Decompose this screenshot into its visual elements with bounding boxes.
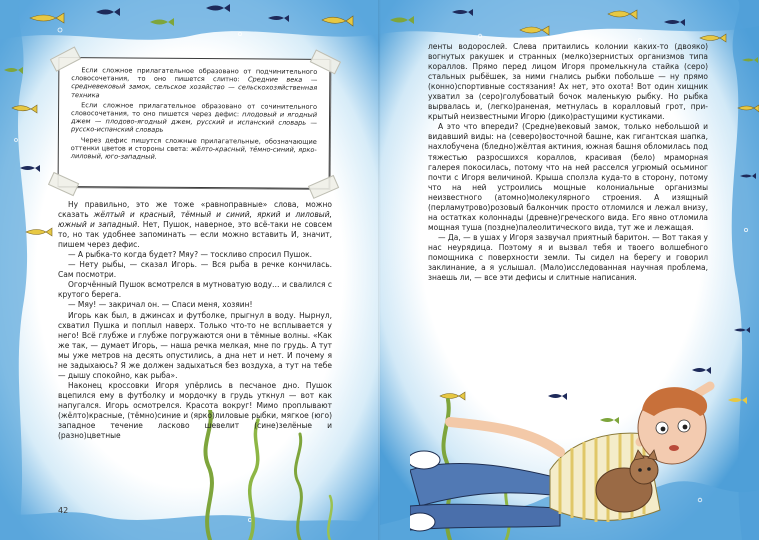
text-run: ленты водорослей. Слева притаились колонии каких-то (двояко) вогнутых ракушек и странных (мелко)зернистых организмов типа кораллов. Прямо перед лицом Игоря промелькнула стайка (серо) стальных рыбёшек, за ними гнались рыбки побольше — ну прямо (конно)спортивные состязания! Ах нет, это охота! Вот один хищник ухватил за (серо)голубоватый бочок маленькую рыбку. Но рыбка вырвалась и, (легко)раненая, метнулась в коралловый грот, прикрытый неизвестными Игорю (дико)растущими кустиками. (428, 42, 708, 122)
paragraph (71, 66, 317, 101)
tape-corner (308, 175, 339, 199)
text-run: — А рыбка-то когда будет? Мяу? — тоскливо спросил Пушок. (68, 250, 313, 260)
example-text: Средние века — средневековый замок, сельское хозяйство — сельскохозяйственная техника (71, 75, 318, 99)
example-text: жёлтый и красный, тёмный и синий, яркий и лиловый, южный и западный (58, 210, 332, 230)
paragraph (58, 280, 332, 300)
text-run: Ну правильно, это же тоже «равноправные» слова, можно сказать (58, 200, 332, 220)
text-run: Через дефис пишутся сложные прилагательные, обозначающие оттенки цветов и стороны света: (70, 135, 317, 153)
tape-corner (48, 172, 79, 196)
text-run: Наконец кроссовки Игоря упёрлись в песчаное дно. Пушок вцепился ему в футболку и мордочку в грудь уткнул — вот как напугался. Игорь осмотрелся. Красота вокруг! Мимо проплывают (жёлто)красные, (тёмно)синие и (ярко)лиловые рыбки, мягкое (юго) западное течение ласково шевелит (сине)зелёные и (разно)цветные (58, 380, 332, 441)
paragraph (58, 200, 332, 250)
paragraph (428, 122, 708, 233)
left-page-text (58, 200, 332, 441)
paragraph (58, 381, 332, 441)
left-page (0, 0, 379, 540)
text-run: — Да, — в ушах у Игоря зазвучал приятный баритон. — Вот такая у нас неурядица. Поэтому я и вызвал тебя и твоего волшебного помощника с поверхности земли. Ты сидел на берегу и говорил заклинание, а я услышал. (Мало)исследованная научная проблема, знаешь ли, — все эти дефисы и слитные написания. (428, 232, 708, 283)
text-run: — Мяу! — закричал он. — Спаси меня, хозяин! (68, 300, 253, 310)
paragraph (58, 260, 332, 280)
text-run: Если сложное прилагательное образовано от подчинительного словосочетания, то оно пишется слитно: (71, 66, 318, 84)
example-text: жёлто-красный, тёмно-синий, ярко-лиловый, юго-западный. (70, 144, 317, 161)
paragraph (428, 233, 708, 283)
text-run: Если сложное прилагательное образовано от сочинительного словосочетания, то оно пишется через дефис: (71, 101, 318, 119)
example-text: плодовый и ягодный джем — плодово-ягодный джем, русский и испанский словарь — русско-испанский словарь (70, 110, 318, 135)
text-run: — Нету рыбы, — сказал Игорь. — Вся рыба в речке кончилась. Сам посмотри. (58, 260, 332, 280)
rule-box-text (71, 66, 318, 164)
paragraph (58, 250, 332, 260)
right-page-text (428, 42, 708, 283)
right-page (380, 0, 759, 540)
paragraph (58, 300, 332, 310)
paragraph (71, 136, 317, 162)
text-run: . Нет, Пушок, наверное, это всё-таки не совсем то, но так удобнее запоминать — если можно вставить И, значит, пишем через дефис. (58, 220, 332, 250)
text-run: Огорчённый Пушок всмотрелся в мутноватую воду… и свалился с крутого берега. (58, 280, 332, 300)
text-run: А это что впереди? (Средне)вековый замок, только небольшой и видавший виды: на (северо)восточной башне, как гигантская шапка, нахлобучена (бледно)жёлтая актиния, южная башня обломилась под тяжестью разросшихся кораллов, красивая (бело) мраморная галерея покосилась, потому что на ней расселся угрюмый осьминог почти с Игоря величиной. Крыша сползла куда-то в сторону, потому что на ней устроились мощные колониальные организмы неизвестного (атомно)молекулярного строения. А изящный (перламутрово)розовый балкончик просто отломился и лежал внизу, на остатках колоннады (древне)греческого вида. Его явно отломила мощная туша (поздне)палеолитического вида, тут же и лежащая. (428, 122, 708, 232)
grammar-rule-box (58, 57, 331, 189)
text-run: Игорь как был, в джинсах и футболке, прыгнул в воду. Нырнул, схватил Пушка и поплыл наверх. Только что-то не всплывается у него! Всё глубже и глубже погружаются они в тёмные волны. «Как же так, — думает Игорь, — наша речка мелкая, мне по грудь. А тут мы уже метров на десять опустились, а дна нет и нет. И почему я не задыхаюсь? Я же должен задыхаться без воздуха, а тут на тебе — дышу спокойно, как рыба». (58, 310, 332, 380)
page-number: 42 (58, 506, 69, 515)
paragraph (428, 42, 708, 122)
paragraph (71, 101, 317, 136)
paragraph (58, 311, 332, 381)
